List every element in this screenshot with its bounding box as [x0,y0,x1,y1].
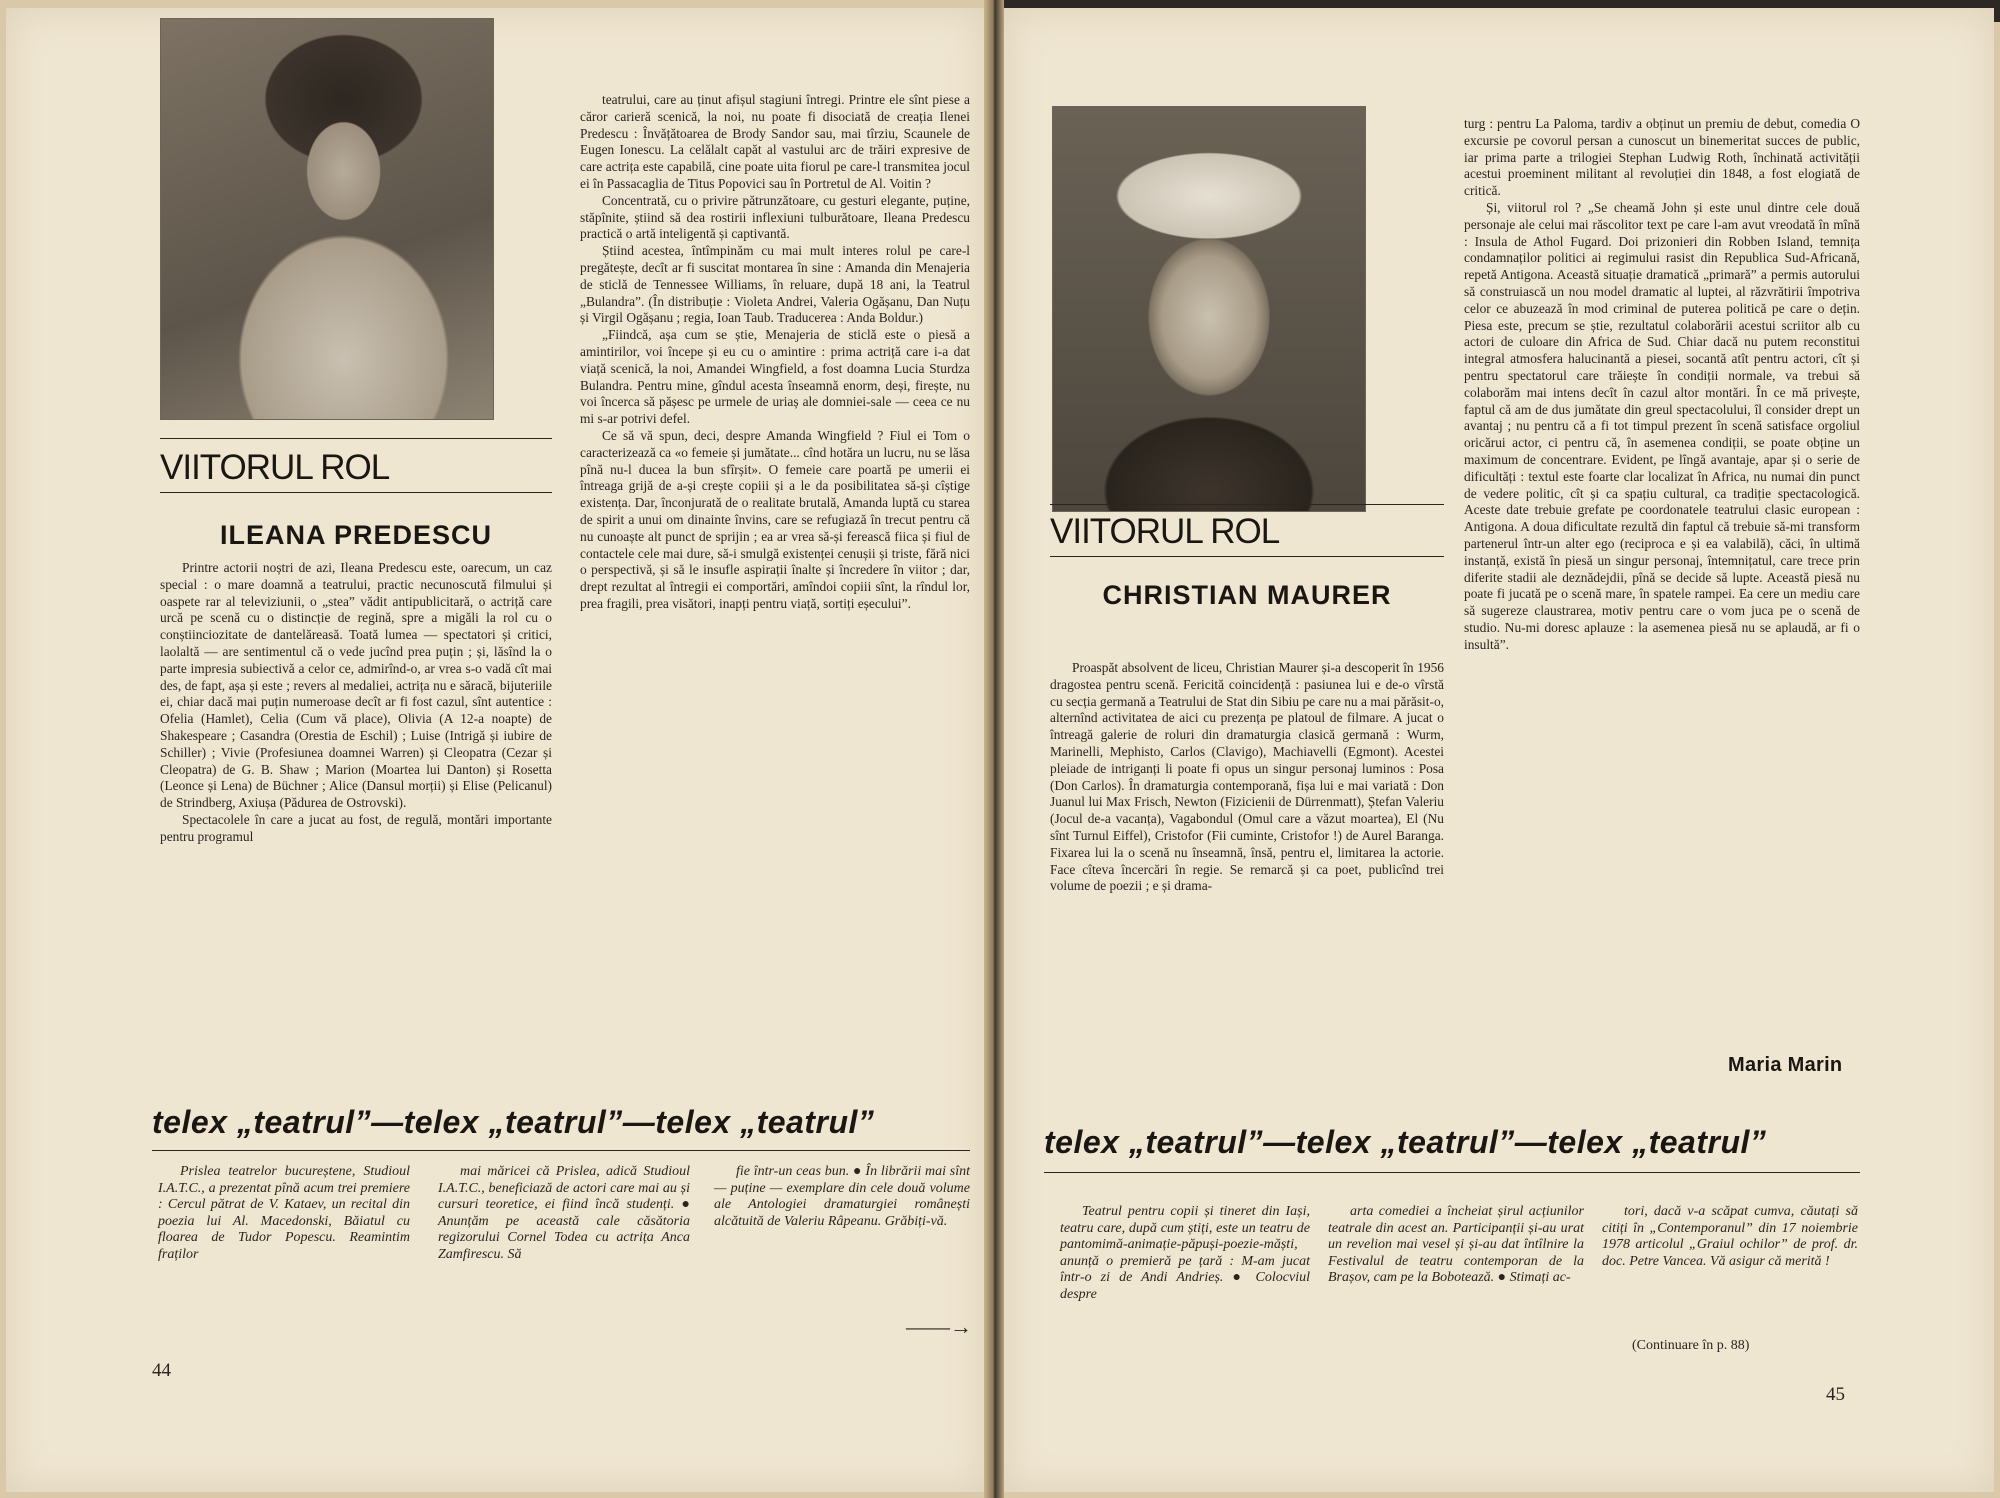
telex-column-3: fie într-un ceas bun. ● În librării mai sînt — puține — exemplare din cele două volume ale Antologiei dramaturgiei românești alcătuită de Valeriu Râpeanu. Grăbiți-vă. [714,1164,970,1229]
article-column-1 [160,560,552,846]
left-page [6,8,984,1492]
right-page [1004,8,1994,1492]
article-author: Maria Marin [1728,1054,1843,1076]
paragraph: Printre actorii noștri de azi, Ileana Predescu este, oarecum, un caz special : o mare doamnă a teatrului, practic necunoscută filmului și oaspete rar al televiziunii, o „stea” vădit antipublicitară, o actriță care urcă pe scenă cu o distincție de regină, spre a migăli la rol cu o conștiinciozitate de dantelăreasă. Toată lumea — spectatori și critici, laolaltă — are sentimentul că o vede jucînd prea puțin ; și, lăsînd la o parte impresia subiectivă a celor ce, admirînd-o, ar vrea s-o vadă cît mai des, de fapt, așa și este ; revers al medaliei, actrița nu e săracă, bijuteriile ei, chiar dacă mai puțin numeroase decît ar fi fost cazul, sînt autentice : Ofelia (Hamlet), Celia (Cum vă place), Olivia (A 12-a noapte) de Shakespeare ; Casandra (Orestia de Eschil) ; Luise (Intrigă și iubire de Schiller) ; Vivie (Profesiunea doamnei Warren) și Cleopatra (Cezar și Cleopatra) de G. B. Shaw ; Marion (Moartea lui Danton) și Rosetta (Leonce și Lena) de Büchner ; Alice (Dansul morții) și Elise (Pelicanul) de Strindberg, Axiușa (Pădurea de Ostrovski). [160,560,552,811]
telex-column-1: Teatrul pentru copii și tineret din Iași, teatru care, după cum știți, este un teatru de pantomimă-animație-păpuși-poezie-măști, anunță o premieră pe țară : M-am jucat într-o zi de Andi Andrieș. ● Colocviul despre [1060,1204,1310,1302]
telex-column-1: Prislea teatrelor bucureștene, Studioul I.A.T.C., a prezentat pînă acum trei premiere : Cercul pătrat de V. Kataev, un recital din poezia lui Al. Macedonski, Băiatul cu floarea de Tudor Popescu. Reamintim fraților [158,1164,410,1262]
paragraph: Concentrată, cu o privire pătrunzătoare, cu gesturi elegante, puține, stăpînite, știind să dea rostirii inflexiuni tulburătoare, Ileana Predescu practică o artă inteligentă și captivantă. [580,192,970,242]
paragraph: teatrului, care au ținut afișul stagiuni întregi. Printre ele sînt piese a căror carieră scenică, la noi, nu poate fi disociată de creația Ilenei Predescu : Învățătoarea de Brody Sandor sau, mai tîrziu, Scaunele de Eugen Ionescu. La celălalt capăt al vastului arc de trăiri expresive de care actrița este capabilă, cine poate uita fiorul pe care-l transmitea jocul ei în Passacaglia de Titus Popovici sau în Portretul de Al. Voitin ? [580,92,970,191]
paragraph: turg : pentru La Paloma, tardiv a obținut un premiu de debut, comedia O excursie pe covorul persan a cunoscut un binemeritat succes de public, iar prima parte a trilogiei Stephan Ludwig Roth, închinată activității acestui proeminent militant al revoluției din 1848, a fost elogiată de critică. [1464,116,1860,199]
article-column-2 [580,92,970,613]
actor-name: CHRISTIAN MAURER [1102,580,1392,610]
rubric-rule-bottom [1050,556,1444,557]
telex-column-2: mai măricei că Prislea, adică Studioul I.A.T.C., beneficiază de actori care mai au și cursuri teoretice, ei fiind încă studenți. ● Anunțăm pe această cale căsătoria regizorului Cornel Todea cu actrița Anca Zamfirescu. Să [438,1164,690,1262]
rubric-title: VIITORUL ROL [1050,512,1280,551]
article-column-2 [1464,116,1860,654]
telex-rule [1044,1172,1860,1173]
paragraph: Spectacolele în care a jucat au fost, de regulă, montări importante pentru programul [160,811,552,844]
paragraph: Proaspăt absolvent de liceu, Christian Maurer și-a descoperit în 1956 dragostea pentru scenă. Fericită coincidență : pasiunea lui e de-o vîrstă cu secția germană a Teatrului de Stat din Sibiu pe care nu a mai părăsit-o, alternînd activitatea de aici cu prezența pe platoul de filmare. A jucat o întreagă galerie de roluri din dramaturgia clasică germană : Wurm, Marinelli, Mephisto, Carlos (Clavigo), Machiavelli (Egmont). Acestei pleiade de intriganți li poate fi opus un singur personaj luminos : Posa (Don Carlos). În dramaturgia contemporană, fișa lui e mai variată : Don Juanul lui Max Frisch, Newton (Fizicienii de Dürrenmatt), Ștefan Valeriu (Jocul de-a vacanța), Vagabondul (Omul care a văzut moartea), El (Nu sînt Turnul Eiffel), Cristofor (Fii cuminte, Cristofor !) de Aurel Baranga. Fixarea lui la o scenă nu înseamnă, însă, pentru el, limitarea la actorie. Face cîteva încercări în regie. Se remarcă și ca poet, publicînd trei volume de poezii ; e și drama- [1050,660,1444,894]
rubric-rule-top [1050,504,1444,505]
rubric-rule-top [160,438,552,439]
continue-arrow-icon: ——→ [906,1314,972,1339]
rubric-title: VIITORUL ROL [160,448,390,487]
actor-name: ILEANA PREDESCU [219,520,493,550]
page-number: 45 [1826,1384,1845,1405]
page-number: 44 [152,1360,171,1381]
telex-rule [152,1150,970,1151]
telex-heading: telex „teatrul”—telex „teatrul”—telex „teatrul” [152,1104,875,1140]
paragraph: Și, viitorul rol ? „Se cheamă John și este unul dintre cele două personaje ale celui mai răscolitor text pe care l-am avut vreodată în mînă : Insula de Athol Fugard. Doi prizonieri din Robben Island, temnița condamnaților politici ai regimului rasist din Republica Sud-Africană, repetă Antigona. Această situație dramatică „primară” a permis autorului să construiască un nou model dramatic al luptei, al răzvrătirii împotriva celor ce abuzează în mod criminal de puterea politică pe care o dețin. Piesa este, precum se știe, rezultatul colaborării acestui scriitor alb cu actori de culoare din Africa de Sud. Chiar dacă nu putem reconstitui integral atmosfera halucinantă a piesei, socantă atît pentru actori, cît și pentru spectatorul care trăiește în condiții normale, va trebui să colaborăm mai intens decît în cazul altor montări. În ce mă privește, faptul că am de dus jumătate din greul spectacolului, îl consider drept un avantaj ; nu pentru că a fi tot timpul prezent în scenă satisface orgoliul oricărui actor, ci pentru că, în asemenea condiții, se poate obține un maximum de concentrare. Evident, pe lîngă avantaje, apar și o serie de dificultăți : textul este foarte clar localizat în Africa, nu numai din punct de vedere politic, cît și ca spațiu cultural, ca tradiție spectacologică. Aceste date trebuie grefate pe coordonatele teatrului clasic european : Antigona. A doua dificultate rezultă din faptul că trebuie să-mi transform partenerul într-un alter ego (reciproca e și ea valabilă), căci, în ultimă instanță, există în piesă un singur personaj, întemnițatul, care trece prin diferite stadii ale deznădejdii, pînă se decide să lupte. Această piesă nu poate fi jucată pe o scenă mare, în spatele rampei. Ea cere un mediu care să sugereze claustrarea, motiv pentru care o vom juca pe o scenă de studio. Nu-mi doresc aplauze : la asemenea piesă nu se aplaudă, ar fi o insultă”. [1464,199,1860,652]
book-spine [984,0,1004,1498]
rubric-rule-bottom [160,492,552,493]
telex-column-2: arta comediei a încheiat șirul acțiunilor teatrale din acest an. Participanții și-au urat un revelion mai vesel și și-au dat întîlnire la Festivalul de teatru contemporan de la Brașov, cam pe la Bobotează. ● Stimați ac- [1328,1204,1584,1286]
paragraph: Ce să vă spun, deci, despre Amanda Wingfield ? Fiul ei Tom o caracterizează ca «o femeie și jumătate... cînd hotăra un lucru, nu se lăsa pînă nu-l ducea la bun sfîrșit». O femeie care poartă pe umerii ei întreaga grijă de a-și crește copiii și a le da posibilitatea să-și cîștige existența. Dar, înconjurată de o realitate brutală, Amanda luptă cu starea de spirit a unui om dinainte învins, care se refugiază în trecut pentru că nu cunoaște alt punct de sprijin ; ea ar vrea să-și ferească fiica și fiul de contactele cele mai dure, să-i smulgă existenței cenușii și triste, fără nici o perspectivă, și să le insufle aspirații înalte și încredere în viitor ; dar, drept rezultat al întregii ei comportări, amîndoi copiii sînt, la rîndul lor, prea fragili, prea visători, inapți pentru viață, sortiți eșecului”. [580,427,970,611]
telex-heading: telex „teatrul”—telex „teatrul”—telex „teatrul” [1044,1124,1767,1160]
telex-column-3: tori, dacă v-a scăpat cumva, căutați să citiți în „Contemporanul” din 17 noiembrie 1978 articolul „Graiul ochilor” de prof. dr. doc. Petre Vancea. Vă asigur că merită ! [1602,1204,1858,1269]
article-column-1 [1050,660,1444,895]
portrait-photo-ileana-predescu [160,18,494,420]
continuation-note: (Continuare în p. 88) [1632,1338,1750,1353]
portrait-photo-christian-maurer [1052,106,1366,512]
paragraph: Știind acestea, întîmpinăm cu mai mult interes rolul pe care-l pregătește, decît ar fi suscitat montarea în sine : Amanda din Menajeria de sticlă de Tennessee Williams, în reluare, după 18 ani, la Teatrul „Bulandra”. (În distribuție : Violeta Andrei, Valeria Ogășanu, Dan Nuțu și Virgil Ogășanu ; regia, Ioan Taub. Traducerea : Anda Boldur.) [580,243,970,326]
paragraph: „Fiindcă, așa cum se știe, Menajeria de sticlă este o piesă a amintirilor, voi începe și eu cu o amintire : prima actriță care i-a dat viață scenică, la noi, Amandei Wingfield, a fost doamna Lucia Sturdza Bulandra. Pentru mine, gîndul acesta înseamnă enorm, deși, firește, nu voi încerca să pășesc pe urmele de uriaș ale domniei-sale — ceea ce nu mi s-ar potrivi defel. [580,327,970,427]
